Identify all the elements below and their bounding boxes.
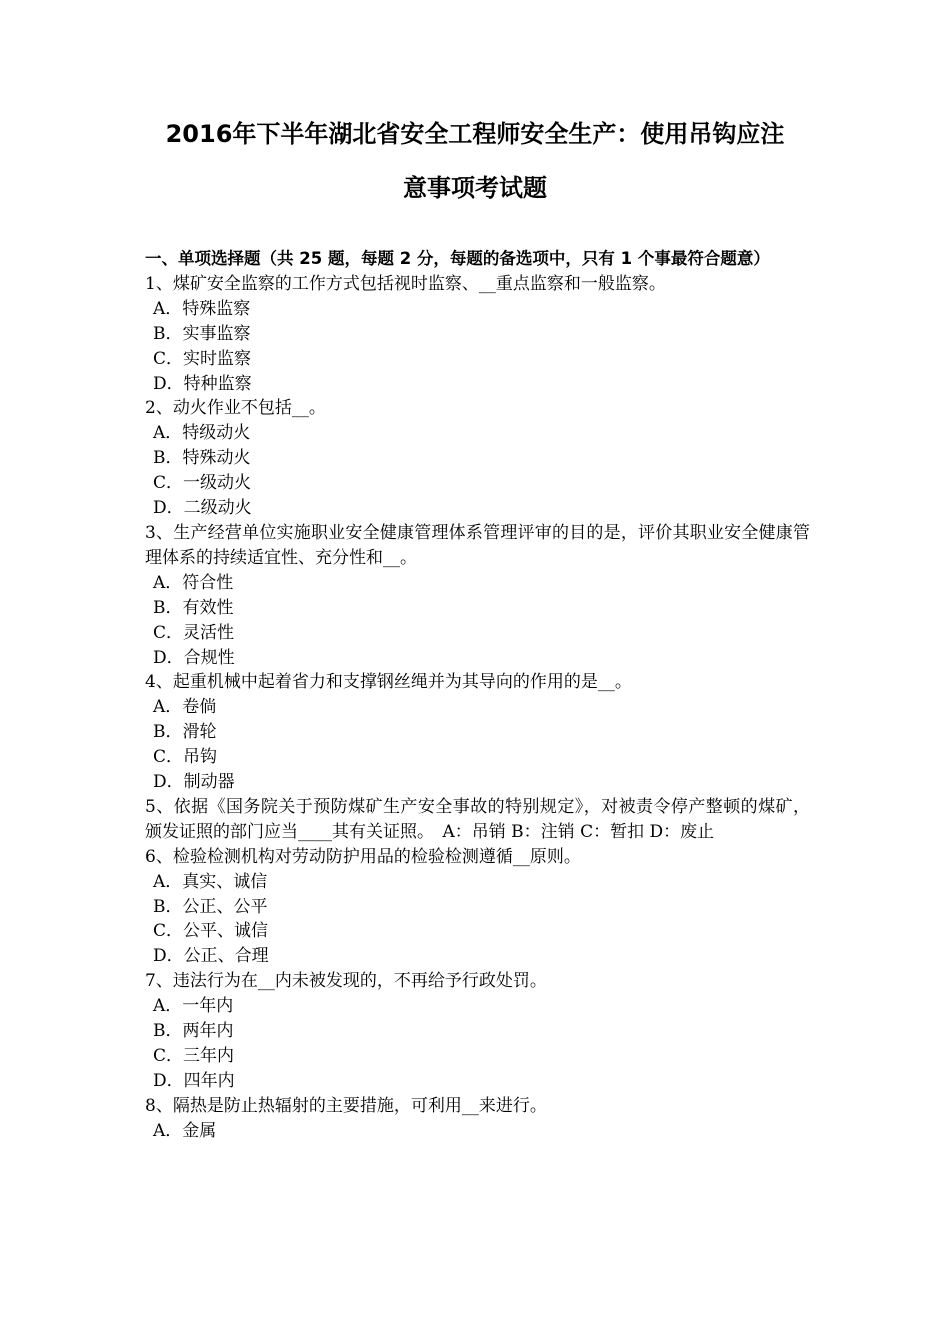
option-c: C．三年内	[153, 1046, 235, 1066]
question-stem: 4、起重机械中起着省力和支撑钢丝绳并为其导向的作用的是__。	[145, 672, 632, 693]
option-d: D．制动器	[153, 772, 235, 793]
document-title-line-2: 意事项考试题	[403, 174, 547, 202]
question-stem: 2、动火作业不包括__。	[145, 398, 326, 419]
question-stem: 6、检验检测机构对劳动防护用品的检验检测遵循__原则。	[145, 846, 581, 867]
option-a: A．金属	[153, 1120, 217, 1141]
question-stem: 7、违法行为在__内未被发现的，不再给予行政处罚。	[145, 971, 547, 992]
option-b: B．有效性	[153, 597, 234, 618]
option-c: C．吊钩	[153, 747, 218, 768]
option-a: A．符合性	[153, 572, 234, 593]
question-6	[145, 845, 810, 970]
option-d: D．合规性	[153, 647, 235, 668]
option-d: D．四年内	[153, 1070, 235, 1091]
question-2	[145, 396, 810, 521]
option-c: C．灵活性	[153, 622, 235, 643]
option-d: D．特种监察	[153, 373, 252, 394]
question-stem: 1、煤矿安全监察的工作方式包括视时监察、__重点监察和一般监察。	[145, 273, 666, 294]
option-a: A．卷倘	[153, 697, 217, 718]
option-c: C．一级动火	[153, 473, 252, 494]
option-c: C．公平、诚信	[153, 921, 269, 942]
option-a: A．特殊监察	[153, 298, 251, 319]
option-b: B．两年内	[153, 1021, 234, 1042]
option-a: A．真实、诚信	[153, 871, 268, 892]
question-7	[145, 969, 810, 1094]
question-1	[145, 272, 810, 397]
document-title-line-1: 2016年下半年湖北省安全工程师安全生产：使用吊钩应注	[165, 120, 785, 148]
option-b: B．实事监察	[153, 323, 251, 344]
option-b: B．公正、公平	[153, 896, 268, 917]
question-stem: 8、隔热是防止热辐射的主要措施，可利用__来进行。	[145, 1095, 547, 1116]
document-body	[145, 247, 810, 1144]
question-stem: 5、依据《国务院关于预防煤矿生产安全事故的特别规定》，对被责令停产整顿的煤矿，颁发证照的部门应当____其有关证照。 A：吊销 B：注销 C：暂扣 D：废止	[145, 796, 810, 842]
section-heading: 一、单项选择题（共 25 题，每题 2 分，每题的备选项中，只有 1 个事最符合题意）	[145, 249, 770, 268]
option-a: A．一年内	[153, 996, 234, 1017]
question-5	[145, 795, 810, 845]
question-8	[145, 1094, 810, 1144]
option-b: B．滑轮	[153, 722, 217, 743]
question-3	[145, 521, 810, 670]
option-d: D．二级动火	[153, 498, 252, 519]
question-4	[145, 670, 810, 795]
option-a: A．特级动火	[153, 423, 251, 444]
option-d: D．公正、合理	[153, 946, 269, 967]
option-b: B．特殊动火	[153, 448, 251, 469]
question-stem: 3、生产经营单位实施职业安全健康管理体系管理评审的目的是，评价其职业安全健康管理体系的持续适宜性、充分性和__。	[145, 522, 810, 568]
option-c: C．实时监察	[153, 348, 252, 369]
